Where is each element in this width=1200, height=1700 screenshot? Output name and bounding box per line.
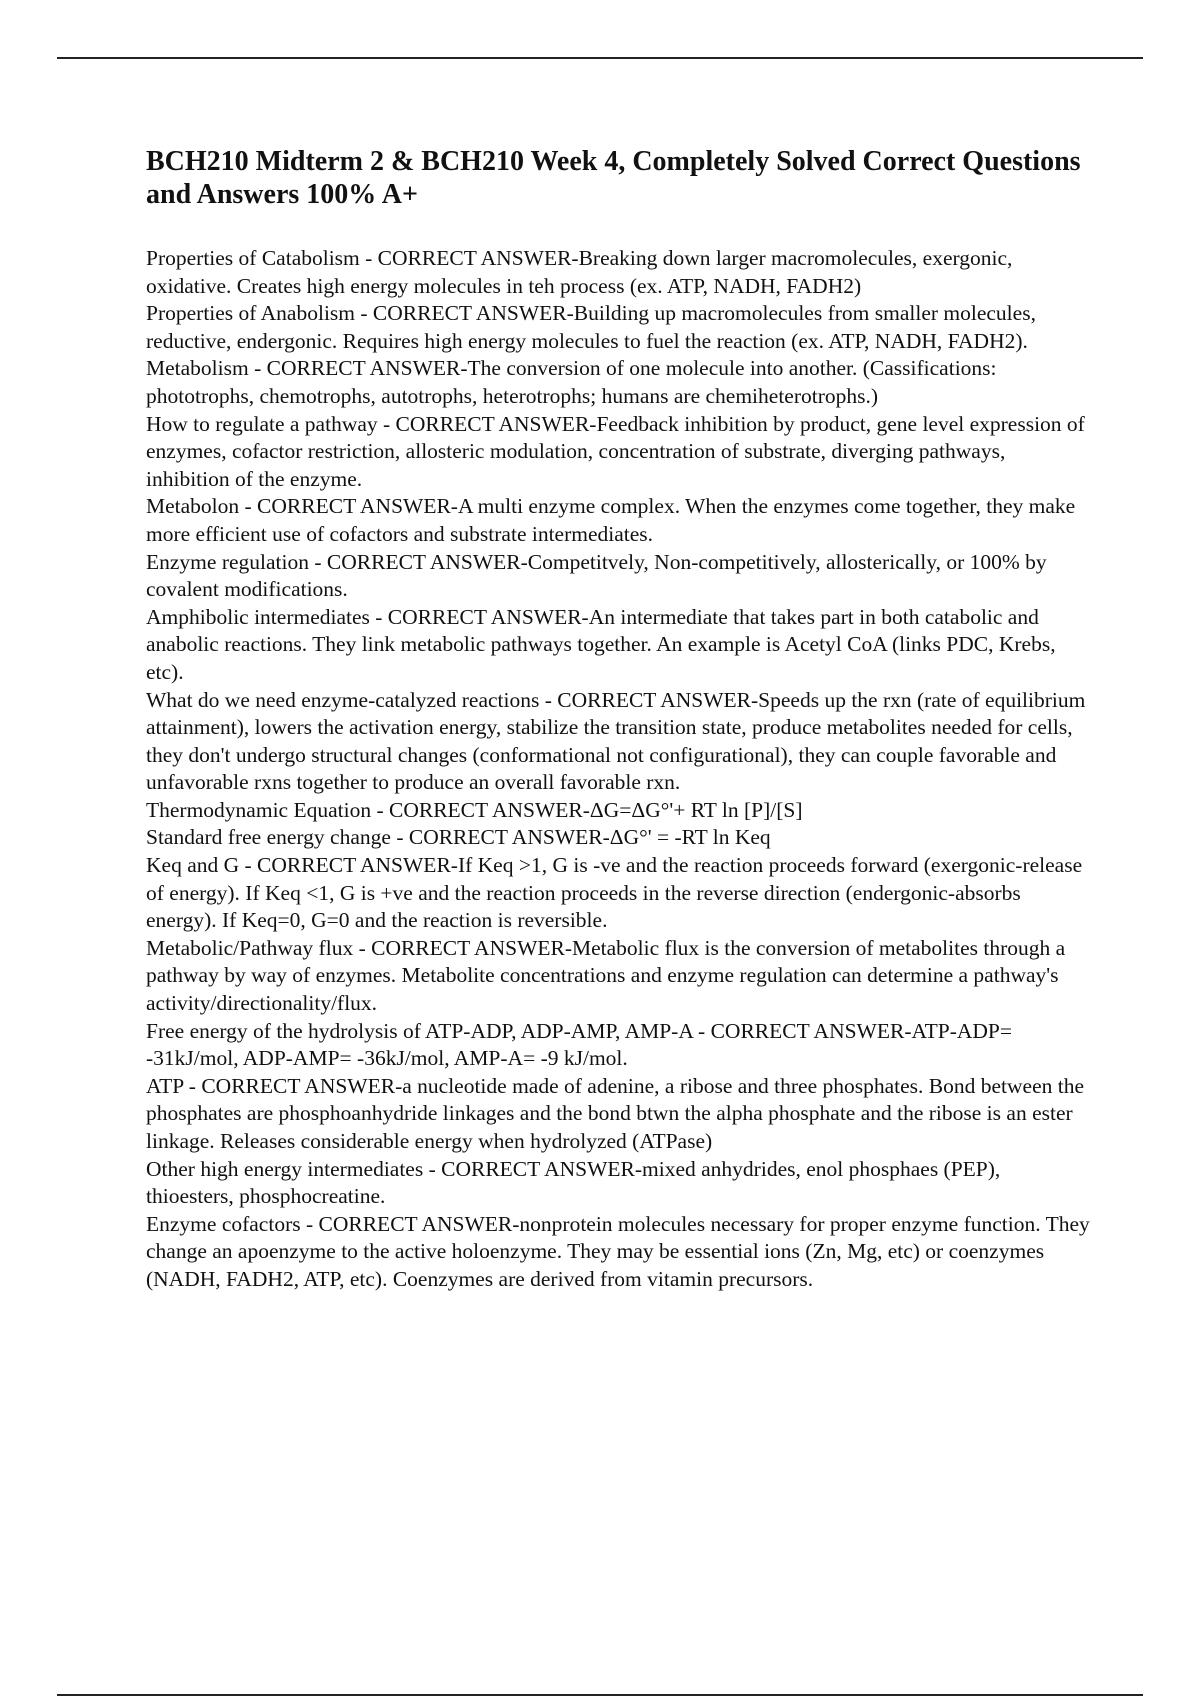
qa-entry: Properties of Catabolism - CORRECT ANSWER-Breaking down larger macromolecules, exergonic, oxidative. Creates high energy molecules in teh process (ex. ATP, NADH, FADH2)	[146, 246, 1013, 298]
qa-entry: Metabolism - CORRECT ANSWER-The conversion of one molecule into another. (Cassifications: phototrophs, chemotrophs, autotrophs, heterotrophs; humans are chemiheterotrophs.)	[146, 356, 997, 408]
document-body	[146, 145, 1092, 1294]
qa-entry: ATP - CORRECT ANSWER-a nucleotide made of adenine, a ribose and three phosphates. Bond between the phosphates are phosphoanhydride linkages and the bond btwn the alpha phosphate and the ribose is an ester linkage. Releases considerable energy when hydrolyzed (ATPase)	[146, 1073, 1085, 1153]
qa-entry: Free energy of the hydrolysis of ATP-ADP, ADP-AMP, AMP-A - CORRECT ANSWER-ATP-ADP= -31kJ/mol, ADP-AMP= -36kJ/mol, AMP-A= -9 kJ/mol.	[146, 1018, 1013, 1071]
qa-entry: What do we need enzyme-catalyzed reactions - CORRECT ANSWER-Speeds up the rxn (rate of equilibrium attainment), lowers the activation energy, stabilize the transition state, produce metabolites needed for cells, they don't undergo structural changes (conformational not configurational), they can couple favorable and unfavorable rxns together to produce an overall favorable rxn.	[146, 687, 1086, 795]
qa-entry: Metabolon - CORRECT ANSWER-A multi enzyme complex. When the enzymes come together, they make more efficient use of cofactors and substrate intermediates.	[146, 494, 1076, 546]
qa-entry: Enzyme regulation - CORRECT ANSWER-Competitvely, Non-competitively, allosterically, or 100% by covalent modifications.	[146, 549, 1047, 602]
document-title: BCH210 Midterm 2 & BCH210 Week 4, Completely Solved Correct Questions and Answers 100% A+	[146, 146, 1081, 210]
qa-entry: How to regulate a pathway - CORRECT ANSWER-Feedback inhibition by product, gene level expression of enzymes, cofactor restriction, allosteric modulation, concentration of substrate, diverging pathways, inhibition of the enzyme.	[146, 411, 1085, 491]
qa-list	[146, 245, 1092, 1294]
qa-entry: Metabolic/Pathway flux - CORRECT ANSWER-Metabolic flux is the conversion of metabolites through a pathway by way of enzymes. Metabolite concentrations and enzyme regulation can determine a pathway's activity/directionality/flux.	[146, 935, 1066, 1016]
qa-entry: Enzyme cofactors - CORRECT ANSWER-nonprotein molecules necessary for proper enzyme function. They change an apoenzyme to the active holoenzyme. They may be essential ions (Zn, Mg, etc) or coenzymes (NADH, FADH2, ATP, etc). Coenzymes are derived from vitamin precursors.	[146, 1211, 1090, 1291]
top-divider	[57, 57, 1143, 59]
qa-entry: Standard free energy change - CORRECT ANSWER-ΔG°' = -RT ln Keq	[146, 825, 771, 850]
bottom-divider	[57, 1694, 1143, 1696]
qa-entry: Keq and G - CORRECT ANSWER-If Keq >1, G is -ve and the reaction proceeds forward (exergonic-release of energy). If Keq <1, G is +ve and the reaction proceeds in the reverse direction (endergonic-absorbs energy). If Keq=0, G=0 and the reaction is reversible.	[146, 853, 1083, 933]
qa-entry: Thermodynamic Equation - CORRECT ANSWER-ΔG=ΔG°'+ RT ln [P]/[S]	[146, 797, 803, 822]
qa-entry: Properties of Anabolism - CORRECT ANSWER-Building up macromolecules from smaller molecules, reductive, endergonic. Requires high energy molecules to fuel the reaction (ex. ATP, NADH, FADH2).	[146, 301, 1036, 353]
qa-entry: Other high energy intermediates - CORRECT ANSWER-mixed anhydrides, enol phosphaes (PEP), thioesters, phosphocreatine.	[146, 1156, 1001, 1209]
qa-entry: Amphibolic intermediates - CORRECT ANSWER-An intermediate that takes part in both catabolic and anabolic reactions. They link metabolic pathways together. An example is Acetyl CoA (links PDC, Krebs, etc).	[146, 604, 1056, 684]
